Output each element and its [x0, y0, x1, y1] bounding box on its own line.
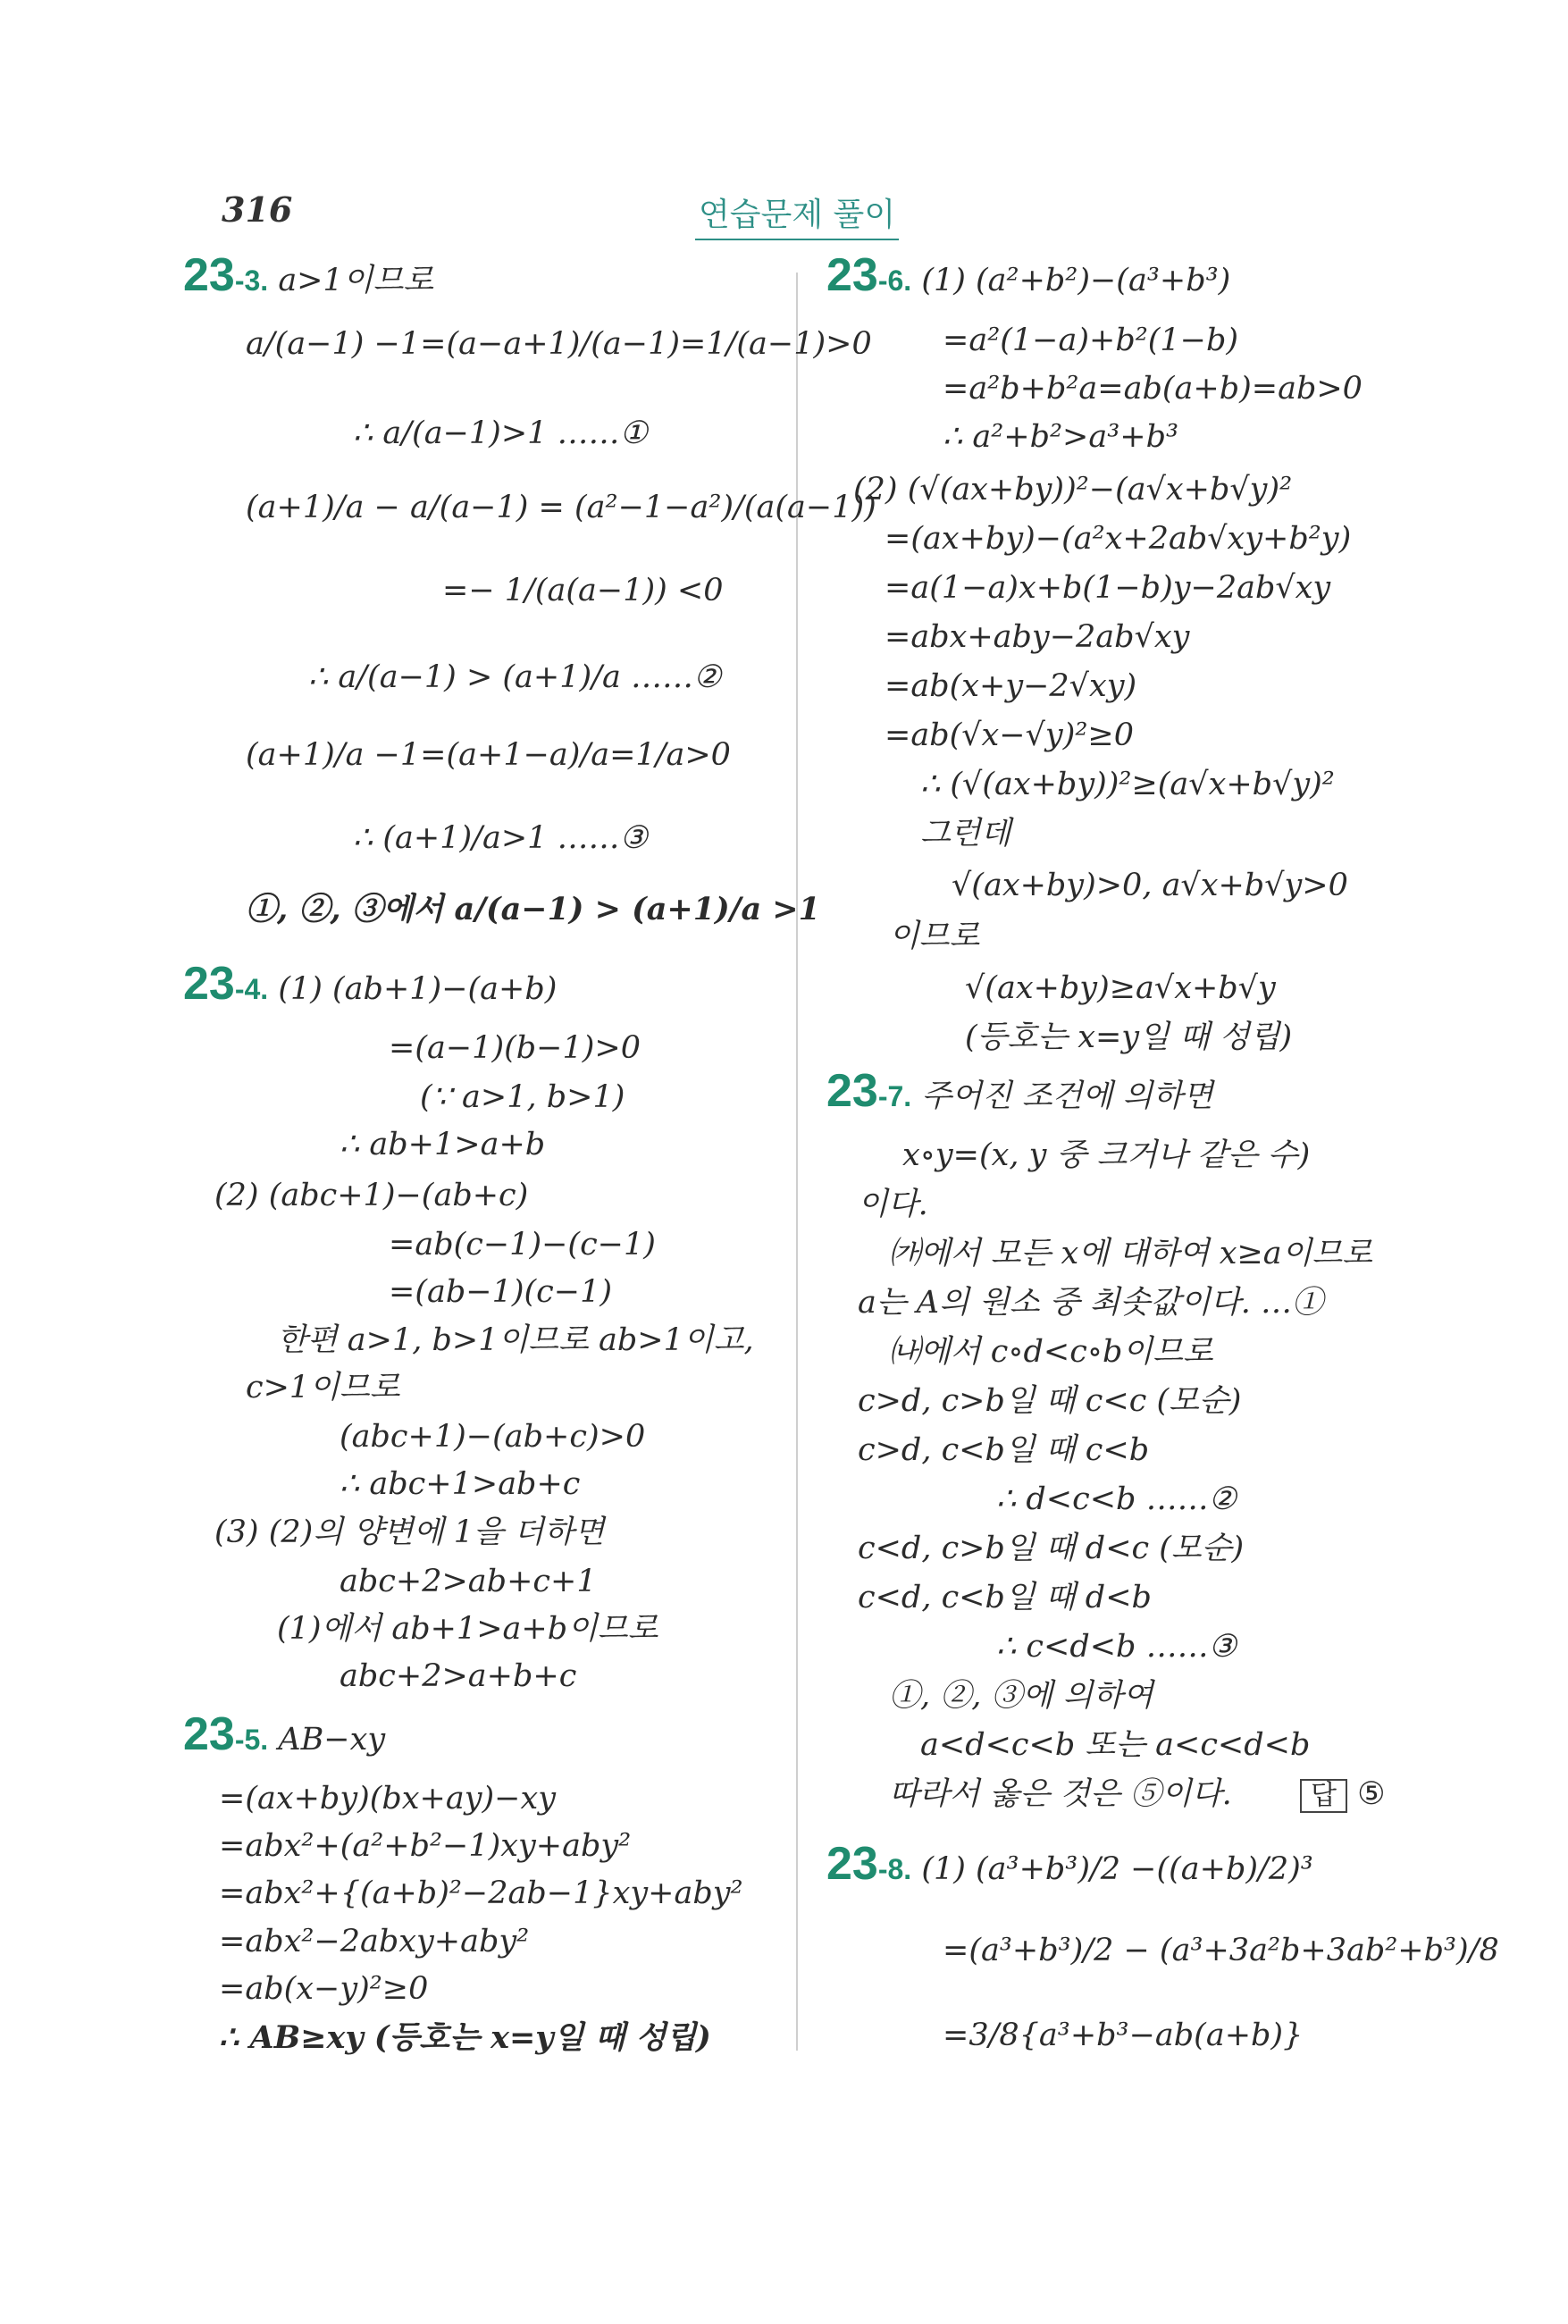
solution-line: 이다.	[858, 1187, 928, 1222]
solution-line: 따라서 옳은 것은 ⑤이다.	[889, 1776, 1232, 1812]
problem-number: 23-7.	[826, 1065, 912, 1117]
solution-line: √(ax+by)≥a√x+b√y	[965, 970, 1276, 1006]
solution-line	[826, 249, 1231, 301]
solution-line: c<d, c>b일 때 d<c (모순)	[858, 1531, 1245, 1566]
solution-line: ∴ AB≥xy (등호는 x=y일 때 성립)	[219, 2019, 711, 2056]
solution-line: abc+2>ab+c+1	[340, 1564, 597, 1599]
solution-line: =ab(x+y−2√xy)	[885, 668, 1137, 704]
column-divider	[796, 273, 798, 2051]
solution-line: =ab(x−y)²≥0	[219, 1971, 429, 2007]
solution-line: x∘y=(x, y 중 크거나 같은 수)	[902, 1137, 1311, 1173]
solution-line: =ab(√x−√y)²≥0	[885, 717, 1134, 753]
problem-number: 23-8.	[826, 1838, 912, 1890]
problem-text: AB−xy	[268, 1722, 386, 1758]
problem-text: (1) (a³+b³)/2 −((a+b)/2)³	[911, 1851, 1313, 1887]
solution-line: =(ax+by)(bx+ay)−xy	[219, 1781, 557, 1816]
solution-line: =a²(1−a)+b²(1−b)	[943, 323, 1239, 358]
solution-line: (2) (abc+1)−(ab+c)	[214, 1178, 529, 1213]
solution-line	[183, 1708, 386, 1760]
solution-line: (등호는 x=y일 때 성립)	[965, 1019, 1293, 1055]
problem-number: 23-4.	[183, 958, 269, 1010]
solution-line: =ab(c−1)−(c−1)	[389, 1227, 656, 1263]
solution-line: =abx²−2abxy+aby²	[219, 1924, 530, 1959]
solution-line: (∵ a>1, b>1)	[420, 1079, 625, 1115]
problem-text: (1) (a²+b²)−(a³+b³)	[911, 263, 1231, 298]
solution-line: a<d<c<b 또는 a<c<d<b	[920, 1727, 1311, 1763]
solution-line: 이므로	[889, 919, 980, 954]
solution-line	[183, 958, 558, 1010]
solution-line: c<d, c<b일 때 d<b	[858, 1580, 1152, 1615]
solution-line: ㈎에서 모든 x에 대하여 x≥a이므로	[889, 1236, 1373, 1271]
solution-line: 그런데	[920, 816, 1011, 852]
solution-line: c>d, c<b일 때 c<b	[858, 1432, 1150, 1468]
solution-line: 한편 a>1, b>1이므로 ab>1이고,	[277, 1322, 754, 1358]
solution-line	[826, 1065, 1213, 1117]
solution-line: ∴ a/(a−1)>1 ……①	[353, 415, 648, 451]
answer-tag: 답	[1300, 1779, 1347, 1813]
solution-line: =(ab−1)(c−1)	[389, 1274, 613, 1310]
problem-number: 23-6.	[826, 249, 912, 301]
solution-line: =3/8{a³+b³−ab(a+b)}	[943, 2018, 1304, 2053]
solution-line: c>1이므로	[246, 1370, 400, 1405]
answer-box	[1300, 1774, 1386, 1815]
solution-line: (2) (√(ax+by))²−(a√x+b√y)²	[853, 472, 1293, 508]
solution-line: =(a−1)(b−1)>0	[389, 1030, 641, 1066]
solution-line: abc+2>a+b+c	[340, 1658, 577, 1694]
solution-line: ∴ abc+1>ab+c	[340, 1466, 581, 1502]
problem-number: 23-3.	[183, 249, 269, 301]
solution-line: ∴ a/(a−1) > (a+1)/a ……②	[308, 659, 722, 695]
page-title: 연습문제 풀이	[695, 189, 899, 240]
solution-line: =a(1−a)x+b(1−b)y−2ab√xy	[885, 570, 1331, 606]
solution-line	[183, 249, 434, 301]
page-number: 316	[222, 189, 293, 230]
solution-line: √(ax+by)>0, a√x+b√y>0	[952, 868, 1348, 903]
solution-line: =(ax+by)−(a²x+2ab√xy+b²y)	[885, 521, 1352, 557]
solution-line: =(a³+b³)/2 − (a³+3a²b+3ab²+b³)/8	[943, 1933, 1499, 1968]
problem-text: (1) (ab+1)−(a+b)	[268, 971, 558, 1007]
solution-line: ①, ②, ③에 의하여	[889, 1678, 1153, 1714]
solution-line: ∴ (√(ax+by))²≥(a√x+b√y)²	[920, 767, 1335, 802]
solution-line: (abc+1)−(ab+c)>0	[340, 1419, 646, 1455]
solution-line: ∴ ab+1>a+b	[340, 1127, 546, 1162]
solution-line: (1)에서 ab+1>a+b이므로	[277, 1611, 658, 1647]
solution-line: a/(a−1) −1=(a−a+1)/(a−1)=1/(a−1)>0	[246, 326, 872, 362]
solution-line: (3) (2)의 양변에 1을 더하면	[214, 1514, 605, 1550]
solution-line: =abx+aby−2ab√xy	[885, 619, 1190, 655]
answer-value: ⑤	[1357, 1776, 1386, 1812]
solution-line	[826, 1838, 1313, 1890]
solution-line: (a+1)/a −1=(a+1−a)/a=1/a>0	[246, 737, 731, 773]
solution-line: (a+1)/a − a/(a−1) = (a²−1−a²)/(a(a−1))	[246, 490, 876, 525]
solution-line: ㈏에서 c∘d<c∘b이므로	[889, 1334, 1213, 1370]
solution-line: ∴ a²+b²>a³+b³	[943, 419, 1179, 455]
solution-line: ①, ②, ③에서 a/(a−1) > (a+1)/a >1	[246, 891, 820, 927]
solution-line: ∴ d<c<b ……②	[996, 1481, 1237, 1517]
solution-line: =abx²+{(a+b)²−2ab−1}xy+aby²	[219, 1875, 743, 1911]
solution-line: a는 A의 원소 중 최솟값이다. …①	[858, 1285, 1323, 1321]
solution-line: c>d, c>b일 때 c<c (모순)	[858, 1383, 1242, 1419]
problem-number: 23-5.	[183, 1708, 269, 1760]
problem-text: a>1이므로	[268, 263, 434, 298]
solution-line: =− 1/(a(a−1)) <0	[442, 573, 724, 608]
solution-line: =a²b+b²a=ab(a+b)=ab>0	[943, 371, 1363, 407]
solution-line: =abx²+(a²+b²−1)xy+aby²	[219, 1828, 632, 1864]
solution-line: ∴ c<d<b ……③	[996, 1629, 1237, 1665]
problem-text: 주어진 조건에 의하면	[911, 1078, 1213, 1114]
solution-line: ∴ (a+1)/a>1 ……③	[353, 820, 648, 856]
